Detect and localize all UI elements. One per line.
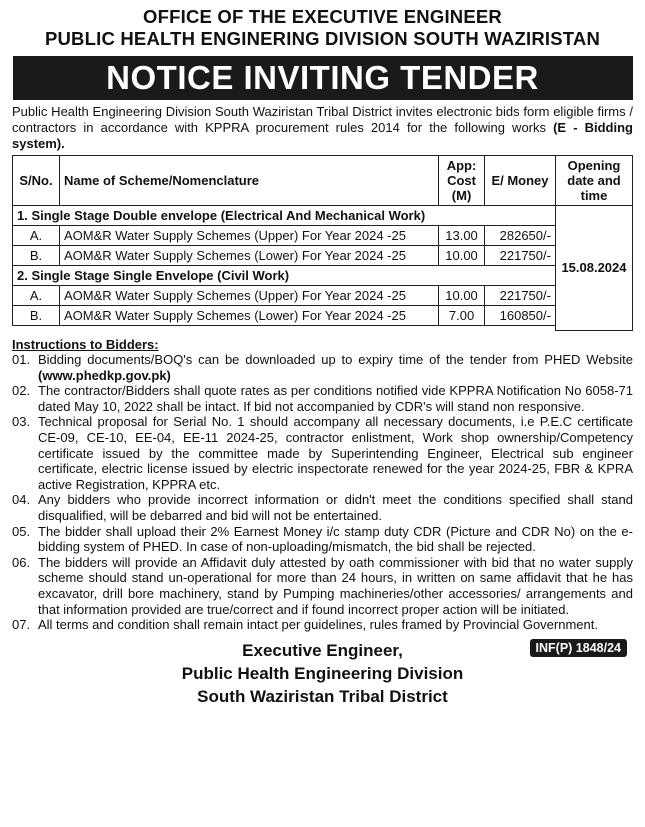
office-title: OFFICE OF THE EXECUTIVE ENGINEER	[143, 6, 502, 27]
instruction-text: The bidders will provide an Affidavit duly attested by oath commissioner with bid that no water supply scheme should stand un-operational for more than 24 hours, in written on same affidavit that he has excavator, drill bore machinery, stand by Pumping machineries/other accessories/ arrangements and that information provided are true/correct and if found incorrect proper action will be initiated.	[38, 554, 633, 617]
section-title: 1. Single Stage Double envelope (Electrical And Mechanical Work)	[13, 206, 556, 226]
instruction-number: 07.	[12, 617, 31, 633]
row-sno: A.	[13, 286, 60, 306]
inf-badge: INF(P) 1848/24	[530, 639, 627, 657]
instruction-item	[12, 383, 633, 414]
instruction-item	[12, 492, 633, 523]
instruction-item	[12, 617, 633, 633]
table-row	[13, 226, 633, 246]
header-name: Name of Scheme/Nomenclature	[59, 156, 438, 206]
instruction-item	[12, 555, 633, 617]
row-cost: 10.00	[439, 246, 485, 266]
row-name: AOM&R Water Supply Schemes (Upper) For Year 2024 -25	[59, 226, 438, 246]
instruction-number: 02.	[12, 383, 31, 399]
row-money: 160850/-	[485, 306, 556, 326]
instruction-number: 04.	[12, 492, 31, 508]
intro-text: Public Health Engineering Division South Waziristan Tribal District invites electronic bids form eligible firms / contractors in accordance with KPPRA procurement rules 2014 for the following works	[12, 104, 633, 135]
row-sno: B.	[13, 306, 60, 326]
table-row	[13, 246, 633, 266]
header-cost: App: Cost (M)	[439, 156, 485, 206]
signatory-division: Public Health Engineering Division	[181, 663, 464, 683]
row-sno: B.	[13, 246, 60, 266]
instruction-item	[12, 524, 633, 555]
row-name: AOM&R Water Supply Schemes (Upper) For Year 2024 -25	[59, 286, 438, 306]
header-opening: Opening date and time	[555, 156, 632, 206]
section-row	[13, 206, 633, 226]
signature-block	[12, 639, 633, 708]
tender-table	[12, 155, 633, 331]
row-cost: 10.00	[439, 286, 485, 306]
signatory-title: Executive Engineer,	[242, 640, 403, 660]
table-spacer-row	[13, 326, 633, 331]
row-cost: 7.00	[439, 306, 485, 326]
section-title: 2. Single Stage Single Envelope (Civil Work)	[13, 266, 556, 286]
instruction-number: 06.	[12, 554, 31, 570]
row-cost: 13.00	[439, 226, 485, 246]
table-header-row	[13, 156, 633, 206]
row-money: 221750/-	[485, 246, 556, 266]
intro-paragraph	[12, 104, 633, 152]
section-row	[13, 266, 633, 286]
row-money: 221750/-	[485, 286, 556, 306]
instruction-text	[38, 352, 633, 383]
signatory-district: South Waziristan Tribal District	[197, 686, 448, 706]
table-row	[13, 306, 633, 326]
notice-banner: NOTICE INVITING TENDER	[13, 56, 633, 100]
instructions	[12, 337, 633, 633]
instruction-number: 05.	[12, 523, 31, 539]
table-spacer	[13, 326, 556, 331]
table-row	[13, 286, 633, 306]
instructions-title: Instructions to Bidders:	[12, 336, 159, 352]
row-sno: A.	[13, 226, 60, 246]
row-money: 282650/-	[485, 226, 556, 246]
opening-date: 15.08.2024	[555, 206, 632, 331]
instruction-text: Any bidders who provide incorrect information or didn't meet the conditions specified shall stand disqualified, will be debarred and bid will not be entertained.	[38, 492, 633, 524]
instruction-website: (www.phedkp.gov.pk)	[38, 367, 171, 383]
header-sno: S/No.	[13, 156, 60, 206]
row-name: AOM&R Water Supply Schemes (Lower) For Year 2024 -25	[59, 246, 438, 266]
instruction-number: 01.	[12, 352, 31, 368]
instruction-body: Bidding documents/BOQ's can be downloaded up to expiry time of the tender from PHED Website	[38, 352, 633, 368]
instruction-text: The bidder shall upload their 2% Earnest Money i/c stamp duty CDR (Picture and CDR No) on the e-bidding system of PHED. In case of non-uploading/mismatch, the bid shall be rejected.	[38, 523, 633, 555]
instruction-item	[12, 352, 633, 383]
division-title: PUBLIC HEALTH ENGINERING DIVISION SOUTH WAZIRISTAN	[44, 28, 601, 49]
instruction-number: 03.	[12, 414, 31, 430]
instruction-item	[12, 414, 633, 492]
intro-bold: (E - Bidding system).	[12, 120, 633, 151]
header-money: E/ Money	[485, 156, 556, 206]
instruction-text: The contractor/Bidders shall quote rates as per conditions notified vide KPPRA Notification No 6058-71 dated May 10, 2022 shall be intact. If bid not accompanied by CDR's will stand non responsive.	[38, 383, 633, 414]
instruction-text: All terms and condition shall remain intact per guidelines, rules framed by Provincial Government.	[38, 617, 598, 633]
instruction-text: Technical proposal for Serial No. 1 should accompany all necessary documents, i.e P.E.C certificate CE-09, CE-10, EE-04, EE-11 2024-25, contractor enlistment, Work shop ownership/Competency certificate issued by the committee made by Superintending Engineer, Electrical sub engineer certificate, electric license issued by electric inspectorate renewed for the year 2024-25, FBR & KPRA active Registration, KPPRA etc.	[38, 414, 633, 492]
row-name: AOM&R Water Supply Schemes (Lower) For Year 2024 -25	[59, 306, 438, 326]
